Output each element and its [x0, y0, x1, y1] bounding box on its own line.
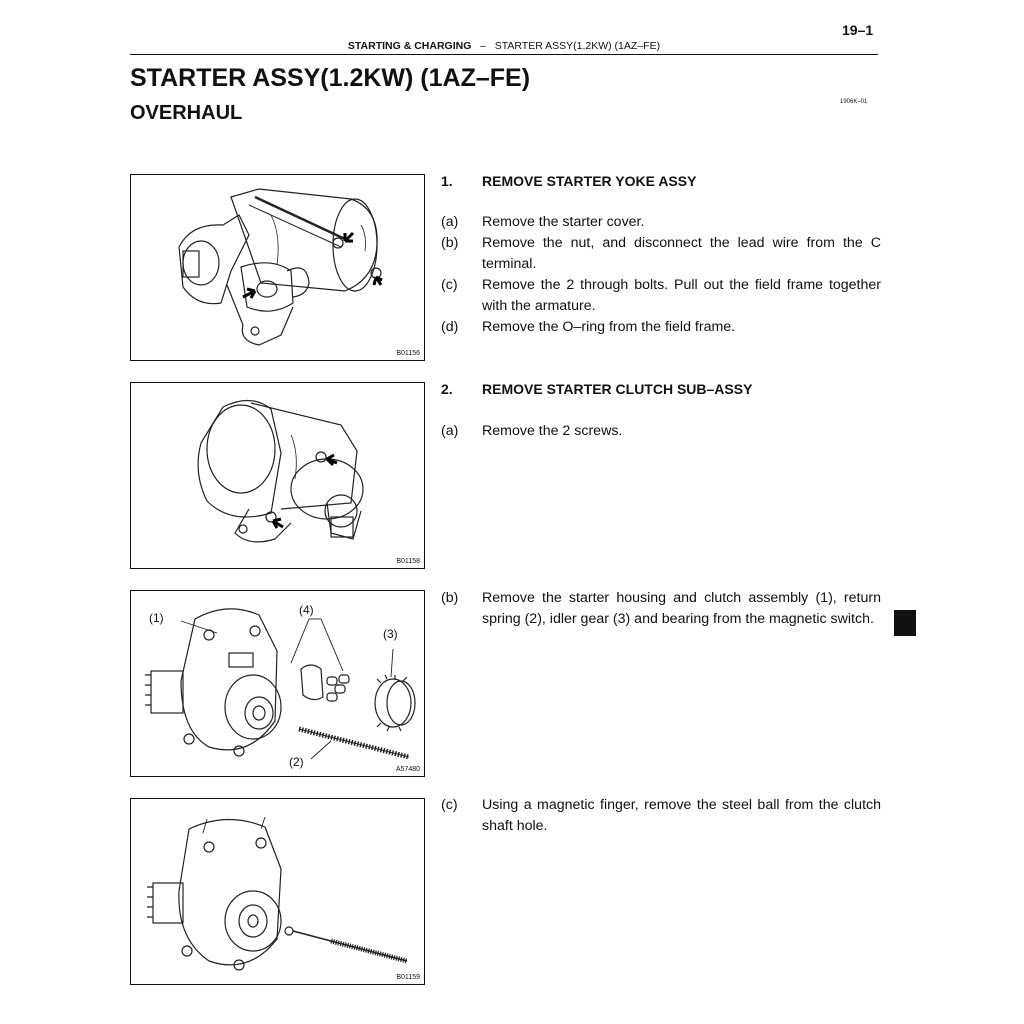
header-separator: –: [480, 40, 486, 52]
document-code: 1906K–01: [840, 99, 868, 105]
step-title: REMOVE STARTER YOKE ASSY: [482, 173, 697, 189]
figure-code: B01156: [396, 350, 420, 357]
clutch-screws-illustration: [131, 383, 424, 568]
sub-step-letter: (c): [441, 277, 458, 293]
page-title: STARTER ASSY(1.2KW) (1AZ–FE): [130, 64, 531, 92]
section-thumb-tab: [894, 610, 916, 636]
step-number: 1.: [441, 173, 453, 189]
callout-2: (2): [289, 755, 304, 769]
callout-3: (3): [383, 627, 398, 641]
figure-clutch-parts: [130, 590, 425, 777]
step-2a: [441, 421, 881, 442]
steel-ball-illustration: [131, 799, 424, 984]
step-title: REMOVE STARTER CLUTCH SUB–ASSY: [482, 381, 753, 397]
header-topic: STARTER ASSY(1.2KW) (1AZ–FE): [494, 40, 661, 52]
sub-step-text: Using a magnetic finger, remove the steel ball from the clutch shaft hole.: [482, 797, 881, 834]
step-number: 2.: [441, 381, 453, 397]
figure-steel-ball: [130, 798, 425, 985]
sub-step-letter: (d): [441, 319, 459, 335]
figure-code: B01159: [396, 974, 420, 981]
figure-code: A57480: [395, 766, 420, 773]
running-header: [130, 40, 878, 52]
sub-step-letter: (c): [441, 797, 458, 813]
sub-step-letter: (a): [441, 423, 459, 439]
sub-step-text: Remove the starter cover.: [482, 214, 645, 230]
starter-yoke-illustration: [131, 175, 424, 360]
page-subtitle: OVERHAUL: [130, 102, 243, 124]
sub-step-text: Remove the O–ring from the field frame.: [482, 319, 736, 335]
sub-step-text: Remove the starter housing and clutch assembly (1), return spring (2), idler gear (3) and bearing from the magnetic switch.: [482, 590, 881, 627]
step-1-heading: [441, 173, 696, 189]
sub-step-letter: (b): [441, 235, 459, 251]
header-section: STARTING & CHARGING: [347, 40, 472, 52]
page-number: 19–1: [842, 22, 874, 38]
callout-4: (4): [299, 603, 314, 617]
figure-code: B01158: [396, 558, 420, 565]
step-1c: [441, 275, 881, 317]
step-2c: [441, 795, 881, 837]
step-1d: [441, 317, 881, 338]
callout-1: (1): [149, 611, 164, 625]
step-1a: [441, 212, 881, 233]
sub-step-text: Remove the nut, and disconnect the lead wire from the C terminal.: [482, 235, 881, 272]
sub-step-text: Remove the 2 screws.: [482, 423, 623, 439]
step-1b: [441, 233, 881, 275]
clutch-parts-illustration: [131, 591, 424, 776]
sub-step-letter: (b): [441, 590, 459, 606]
step-2b: [441, 588, 881, 630]
figure-clutch-screws: [130, 382, 425, 569]
header-rule: [130, 54, 878, 55]
figure-starter-yoke: [130, 174, 425, 361]
sub-step-letter: (a): [441, 214, 459, 230]
sub-step-text: Remove the 2 through bolts. Pull out the field frame together with the armature.: [482, 277, 881, 314]
step-2-heading: [441, 381, 752, 397]
